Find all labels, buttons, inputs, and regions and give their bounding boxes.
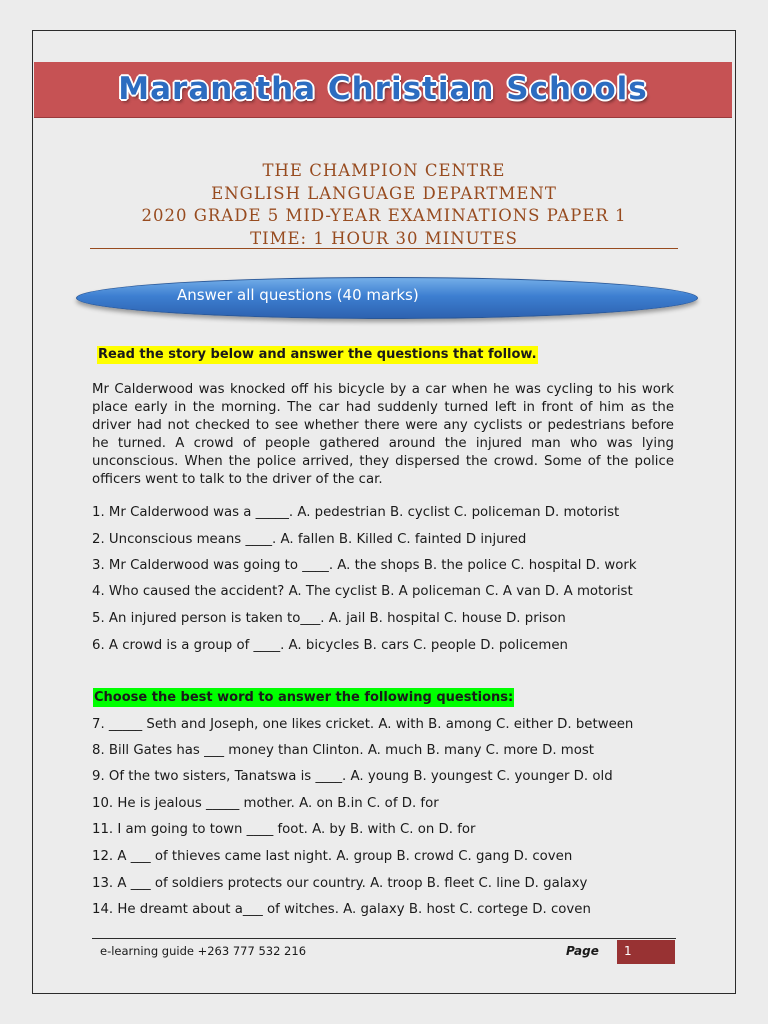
footer-contact: e-learning guide +263 777 532 216	[100, 944, 307, 958]
school-banner	[34, 62, 732, 118]
question-4: 4. Who caused the accident? A. The cyclist B. A policeman C. A van D. A motorist	[92, 584, 633, 599]
section1-heading: Read the story below and answer the questions that follow.	[98, 347, 537, 362]
question-2: 2. Unconscious means ____. A. fallen B. Killed C. fainted D injured	[92, 532, 527, 547]
header-line-1: THE CHAMPION CENTRE	[262, 161, 506, 180]
question-3: 3. Mr Calderwood was going to ____. A. the shops B. the police C. hospital D. work	[92, 558, 637, 573]
story-passage: Mr Calderwood was knocked off his bicycle by a car when he was cycling to his work place early in the morning. The car had suddenly turned left in front of him as the driver had not checked to see whether there were any cyclists or pedestrians before he turned. A crowd of people gathered around the injured man who was lying unconscious. When the police arrived, they dispersed the crowd. Some of the police officers went to talk to the driver of the car.	[92, 382, 674, 487]
header-line-3: 2020 GRADE 5 MID-YEAR EXAMINATIONS PAPER 1	[141, 206, 627, 225]
question-13: 13. A ___ of soldiers protects our country. A. troop B. fleet C. line D. galaxy	[92, 876, 588, 891]
footer-page-label: Page	[566, 944, 599, 958]
question-12: 12. A ___ of thieves came last night. A. group B. crowd C. gang D. coven	[92, 849, 573, 864]
question-9: 9. Of the two sisters, Tanatswa is ____. A. young B. youngest C. younger D. old	[92, 769, 613, 784]
page-number: 1	[624, 944, 632, 958]
exam-header	[90, 160, 678, 250]
question-10: 10. He is jealous _____ mother. A. on B.in C. of D. for	[92, 796, 439, 811]
header-line-4: TIME: 1 HOUR 30 MINUTES	[250, 228, 518, 248]
header-line-2: ENGLISH LANGUAGE DEPARTMENT	[211, 183, 557, 203]
question-5: 5. An injured person is taken to___. A. jail B. hospital C. house D. prison	[92, 611, 566, 626]
header-divider	[90, 248, 678, 249]
question-11: 11. I am going to town ____ foot. A. by B. with C. on D. for	[92, 822, 476, 837]
question-8: 8. Bill Gates has ___ money than Clinton. A. much B. many C. more D. most	[92, 743, 595, 758]
school-name: Maranatha Christian Schools	[118, 71, 648, 107]
question-14: 14. He dreamt about a___ of witches. A. galaxy B. host C. cortege D. coven	[92, 902, 591, 917]
section2-heading: Choose the best word to answer the following questions:	[94, 690, 514, 705]
question-7: 7. _____ Seth and Joseph, one likes cricket. A. with B. among C. either D. between	[92, 717, 634, 732]
footer-divider	[92, 938, 676, 939]
instruction-text: Answer all questions (40 marks)	[177, 286, 419, 304]
question-6: 6. A crowd is a group of ____. A. bicycles B. cars C. people D. policemen	[92, 638, 568, 653]
question-1: 1. Mr Calderwood was a _____. A. pedestrian B. cyclist C. policeman D. motorist	[92, 505, 620, 520]
